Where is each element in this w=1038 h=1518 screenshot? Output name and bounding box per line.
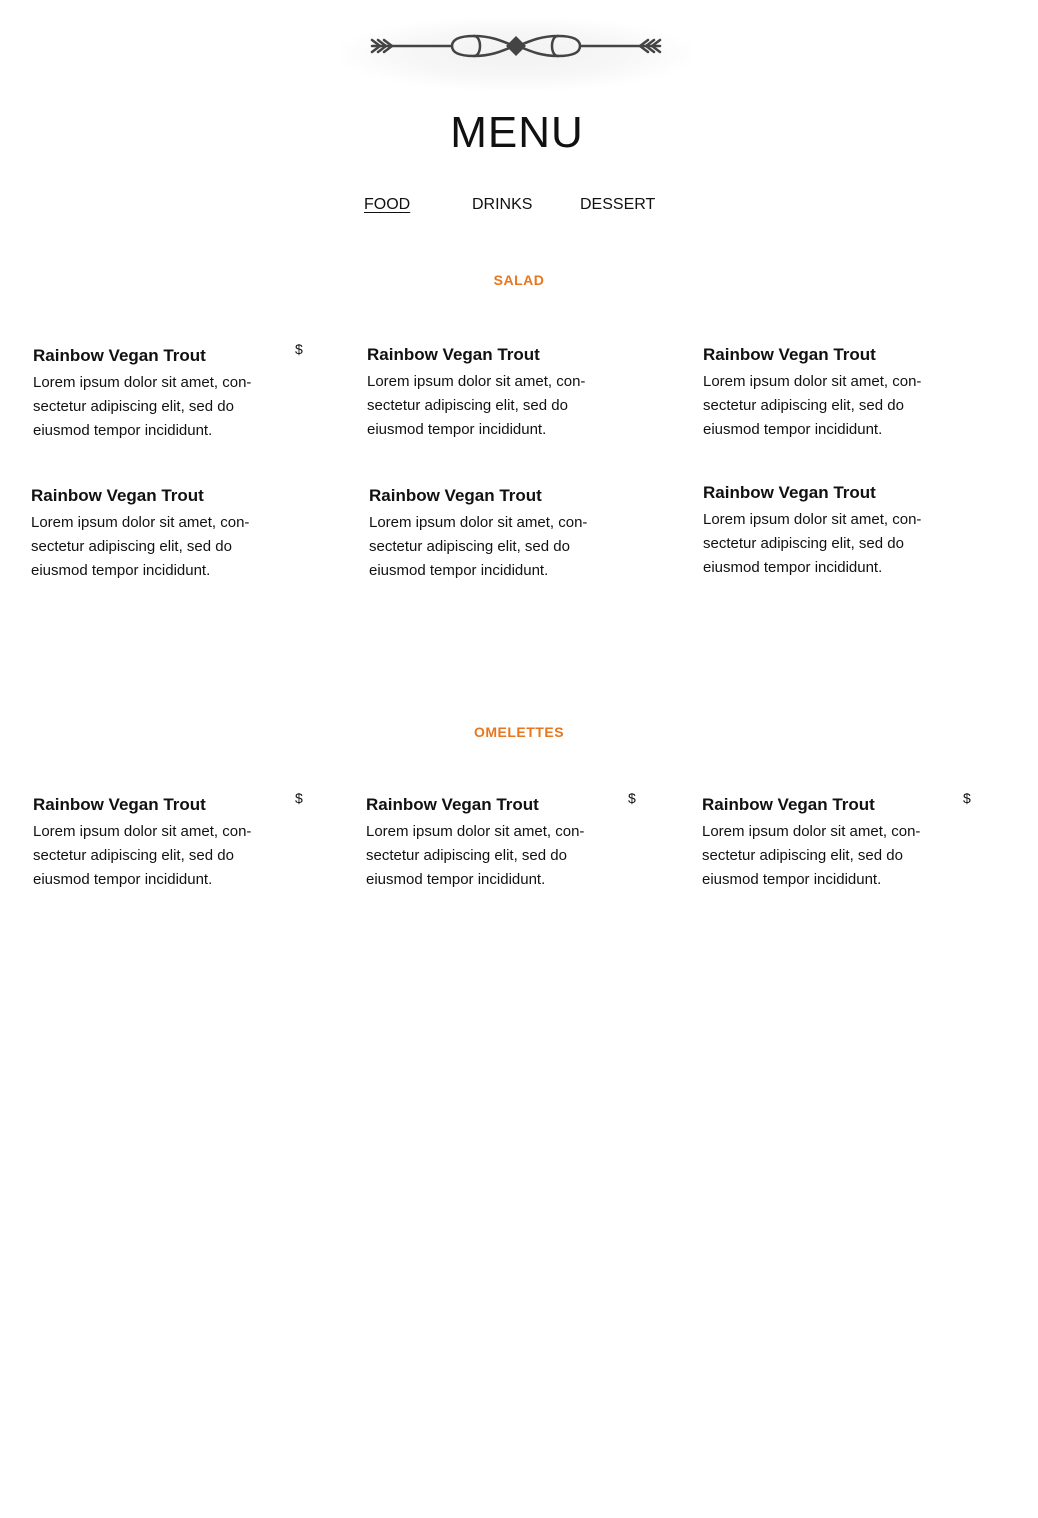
item-description: Lorem ipsum dolor sit amet, con-sectetur adipiscing elit, sed do eiusmod tempor incididunt. <box>702 823 921 888</box>
tab-food[interactable]: FOOD <box>364 196 411 213</box>
menu-item[interactable] <box>703 483 953 580</box>
header-ornament <box>340 18 692 90</box>
section-title-salad: SALAD <box>493 272 545 288</box>
item-price: $ <box>628 790 636 806</box>
menu-item[interactable] <box>33 346 283 443</box>
item-name: Rainbow Vegan Trout <box>33 795 206 814</box>
item-description: Lorem ipsum dolor sit amet, con-sectetur adipiscing elit, sed do eiusmod tempor incididunt. <box>33 823 252 888</box>
menu-item[interactable] <box>31 486 281 583</box>
menu-item[interactable] <box>367 345 617 442</box>
item-name: Rainbow Vegan Trout <box>31 486 204 505</box>
item-name: Rainbow Vegan Trout <box>369 486 542 505</box>
menu-item[interactable] <box>369 486 619 583</box>
item-price: $ <box>295 790 303 806</box>
item-description: Lorem ipsum dolor sit amet, con-sectetur adipiscing elit, sed do eiusmod tempor incididunt. <box>31 514 250 579</box>
page-title: MENU <box>450 108 584 157</box>
item-name: Rainbow Vegan Trout <box>703 483 876 502</box>
section-title-omelettes: OMELETTES <box>473 724 565 740</box>
item-name: Rainbow Vegan Trout <box>703 345 876 364</box>
item-price: $ <box>295 341 303 357</box>
item-name: Rainbow Vegan Trout <box>366 795 539 814</box>
menu-item[interactable] <box>703 345 953 442</box>
item-name: Rainbow Vegan Trout <box>33 346 206 365</box>
item-description: Lorem ipsum dolor sit amet, con-sectetur adipiscing elit, sed do eiusmod tempor incididunt. <box>369 514 588 579</box>
item-description: Lorem ipsum dolor sit amet, con-sectetur adipiscing elit, sed do eiusmod tempor incididunt. <box>703 373 922 438</box>
item-name: Rainbow Vegan Trout <box>702 795 875 814</box>
item-description: Lorem ipsum dolor sit amet, con-sectetur adipiscing elit, sed do eiusmod tempor incididunt. <box>367 373 586 438</box>
menu-item[interactable] <box>33 795 283 892</box>
menu-item[interactable] <box>702 795 952 892</box>
menu-item[interactable] <box>366 795 616 892</box>
item-description: Lorem ipsum dolor sit amet, con-sectetur adipiscing elit, sed do eiusmod tempor incididunt. <box>33 374 252 439</box>
item-name: Rainbow Vegan Trout <box>367 345 540 364</box>
tab-dessert[interactable]: DESSERT <box>580 196 656 213</box>
item-description: Lorem ipsum dolor sit amet, con-sectetur adipiscing elit, sed do eiusmod tempor incididunt. <box>366 823 585 888</box>
arrow-ribbon-divider-icon <box>370 32 662 62</box>
item-price: $ <box>963 790 971 806</box>
item-description: Lorem ipsum dolor sit amet, con-sectetur adipiscing elit, sed do eiusmod tempor incididunt. <box>703 511 922 576</box>
tab-drinks[interactable]: DRINKS <box>472 196 533 213</box>
